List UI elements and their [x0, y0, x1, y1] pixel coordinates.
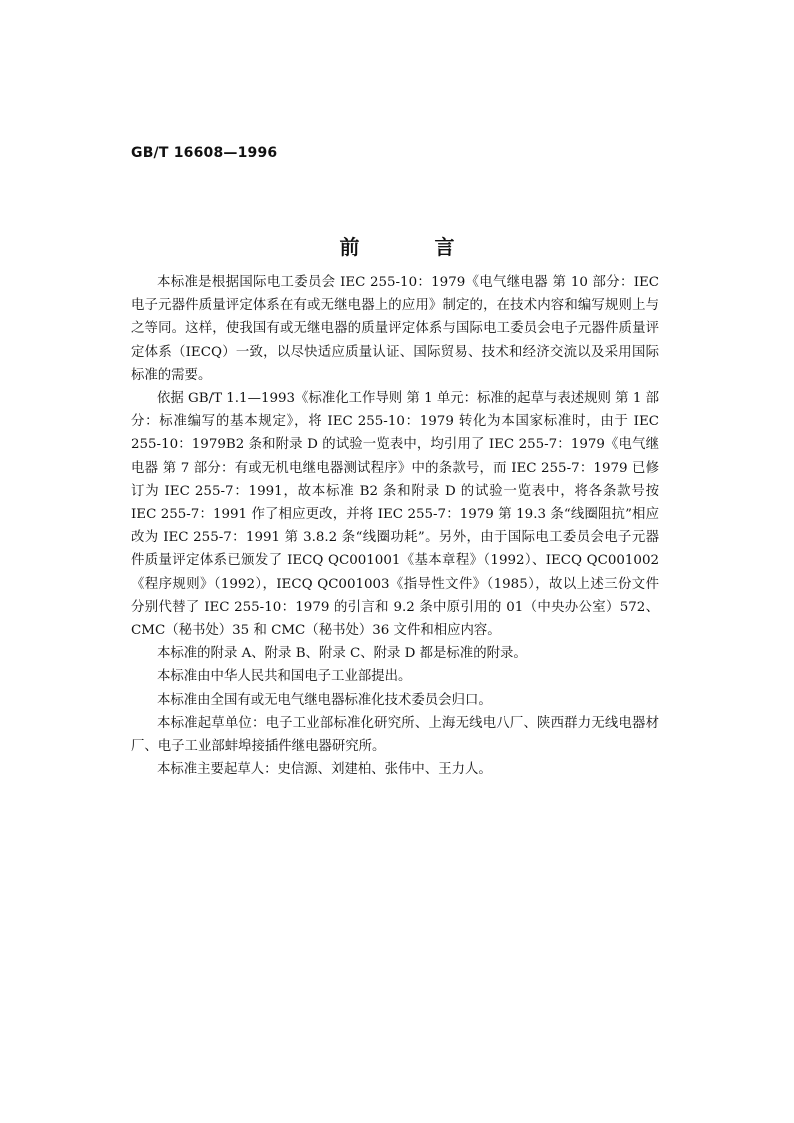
foreword-body [131, 271, 659, 781]
paragraph-basis: 本标准是根据国际电工委员会 IEC 255-10：1979《电气继电器 第 10 部分：IEC 电子元器件质量评定体系在有或无继电器上的应用》制定的，在技术内容和编写规则上与之等同。这样，使我国有或无继电器的质量评定体系与国际电工委员会电子元器件质量评定体系（IECQ）一致，以尽快适应质量认证、国际贸易、技术和经济交流以及采用国际标准的需要。 [131, 275, 659, 383]
paragraph-committee: 本标准由全国有或无电气继电器标准化技术委员会归口。 [157, 692, 492, 708]
paragraph-drafting-units: 本标准起草单位：电子工业部标准化研究所、上海无线电八厂、陕西群力无线电器材厂、电子工业部蚌埠接插件继电器研究所。 [131, 715, 659, 755]
paragraph-appendices: 本标准的附录 A、附录 B、附录 C、附录 D 都是标准的附录。 [157, 646, 527, 662]
paragraph-drafters: 本标准主要起草人：史信源、刘建柏、张伟中、王力人。 [157, 762, 492, 778]
paragraph-conversion-notes: 依据 GB/T 1.1—1993《标准化工作导则 第 1 单元：标准的起草与表述规则 第 1 部分：标准编写的基本规定》，将 IEC 255-10：1979 转化为本国家标准时，由于 IEC 255-10：1979B2 条和附录 D 的试验一览表中，均引用了 IEC 255-7：1979《电气继电器 第 7 部分：有或无机电继电器测试程序》中的条款号，而 IEC 255-7：1979 已修订为 IEC 255-7：1991，故本标准 B2 条和附录 D 的试验一览表中，将各条款号按 IEC 255-7：1991 作了相应更改，并将 IEC 255-7：1979 第 19.3 条“线圈阻抗”相应改为 IEC 255-7：1991 第 3.8.2 条“线圈功耗”。另外，由于国际电工委员会电子元器件质量评定体系已颁发了 IECQ QC001001《基本章程》（1992）、IECQ QC001002《程序规则》（1992），IECQ QC001003《指导性文件》（1985），故以上述三份文件分别代替了 IEC 255-10：1979 的引言和 9.2 条中原引用的 01（中央办公室）572、CMC（秘书处）35 和 CMC（秘书处）36 文件和相应内容。 [131, 391, 659, 639]
page-title: 前 言 [339, 235, 489, 259]
document-code: GB/T 16608—1996 [131, 145, 278, 161]
paragraph-proposer: 本标准由中华人民共和国电子工业部提出。 [157, 669, 412, 685]
